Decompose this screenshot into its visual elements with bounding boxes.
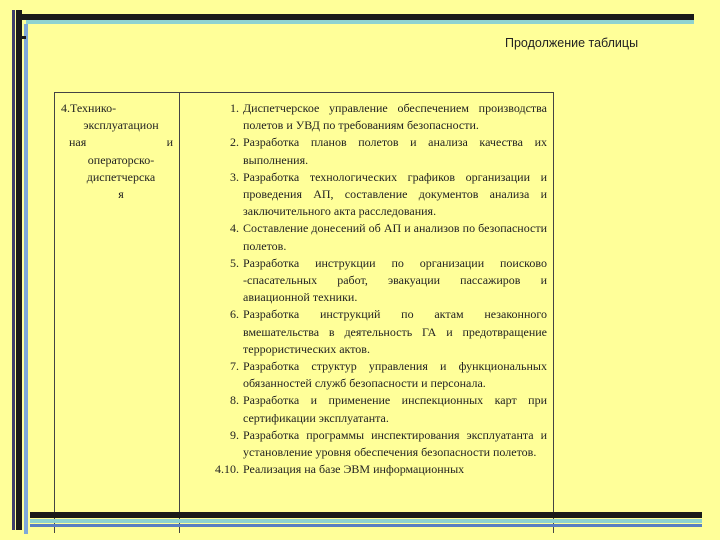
item-text: Разработка инструкции по организации поисково -спасательных работ, эвакуации пассажиров и авиационной техники. — [243, 255, 547, 305]
list-item — [219, 255, 547, 307]
frame-corner-tick — [18, 36, 26, 39]
list-item — [219, 358, 547, 392]
list-item — [219, 220, 547, 254]
item-text: Разработка технологических графиков организации и проведения АП, составление документов анализа и заключительного акта расследования. — [243, 169, 547, 219]
item-number: 8. — [230, 393, 239, 408]
list-item — [219, 306, 547, 358]
list-item — [215, 461, 547, 478]
frame-left-thin-bar — [12, 10, 15, 530]
category-word: ная — [69, 135, 87, 150]
item-text: Диспетчерское управление обеспечением производства полетов и УВД по требованиям безопасности. — [243, 101, 547, 133]
list-item — [219, 100, 547, 134]
category-line: 4.Технико- — [61, 101, 117, 115]
frame-bottom-thin-bar — [30, 524, 702, 527]
task-list — [215, 100, 547, 478]
column-divider — [179, 93, 180, 533]
category-line: диспетчерска — [86, 169, 156, 184]
table-continuation-caption: Продолжение таблицы — [505, 36, 639, 50]
item-text: Разработка планов полетов и анализа качества их выполнения. — [243, 135, 547, 167]
category-word: и — [166, 135, 173, 150]
item-text: Разработка и применение инспекционных карт при сертификации эксплуатанта. — [243, 393, 547, 425]
item-number: 4. — [230, 221, 239, 236]
list-item — [219, 169, 547, 221]
item-text: Разработка программы инспектирования эксплуатанта и установление уровня обеспечения безопасности полетов. — [243, 427, 547, 460]
frame-left-bar — [16, 10, 22, 530]
item-number: 4.10. — [215, 462, 239, 477]
item-text: Составление донесений об АП и анализов по безопасности полетов. — [243, 221, 547, 253]
list-item — [219, 392, 547, 426]
item-text: Разработка инструкций по актам незаконного вмешательства в деятельность ГА и предотвращение террористических актов. — [243, 307, 547, 356]
frame-bottom-bar — [30, 512, 702, 518]
category-line: я — [118, 187, 124, 202]
item-number: 7. — [230, 359, 239, 374]
item-number: 5. — [230, 255, 239, 270]
category-line: эксплуатацион — [83, 118, 159, 133]
item-number: 3. — [230, 169, 239, 184]
list-item — [219, 427, 547, 461]
item-number: 9. — [230, 427, 239, 442]
category-line: операторско- — [87, 152, 155, 167]
category-line — [61, 134, 173, 151]
item-text: Реализация на базе ЭВМ информационных — [243, 462, 465, 477]
item-number: 6. — [230, 307, 239, 322]
table — [54, 92, 554, 533]
category-cell — [61, 100, 173, 203]
item-number: 1. — [230, 101, 239, 115]
frame-top-accent-bar — [26, 20, 694, 24]
item-text: Разработка структур управления и функциональных обязанностей служб безопасности и персонала. — [243, 359, 547, 391]
item-number: 2. — [230, 135, 239, 150]
list-item — [219, 134, 547, 168]
frame-left-accent-bar — [24, 24, 28, 534]
frame-bottom-accent-bar — [30, 519, 702, 523]
